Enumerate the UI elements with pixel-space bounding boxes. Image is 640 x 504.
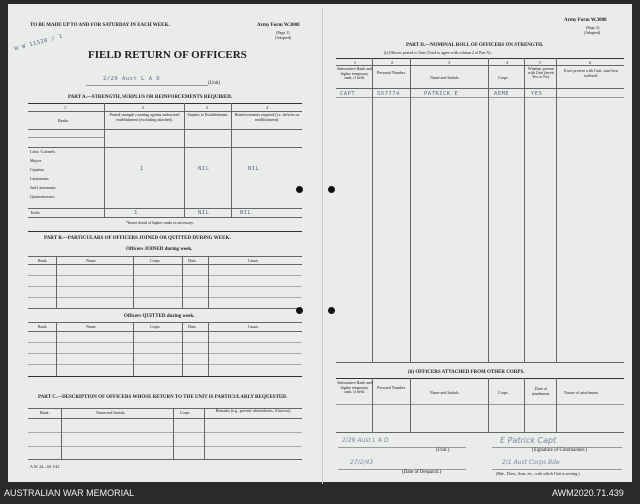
captains-surplus: NIL (198, 166, 210, 172)
formation-label: (Bde., Divn., Area, etc., with which Unit is serving.) (496, 471, 580, 476)
punch-hole (296, 307, 303, 314)
despatch-date-label: (Date of Despatch.) (402, 470, 442, 475)
punch-hole (328, 307, 335, 314)
captains-posted: 1 (140, 166, 144, 172)
rank-row: Lieutenants (30, 176, 49, 181)
margin-note: W W 11520 / 1 (14, 33, 64, 53)
officer-corps: AEME (494, 91, 510, 97)
footer-bar (0, 484, 640, 504)
header-surplus: Surplus to Establishment. (187, 112, 229, 117)
unit-value: 2/29 Aust L A D (103, 76, 161, 82)
footer-accession: AWM2020.71.439 (552, 488, 624, 498)
part-b-title: PART B.—PARTICULARS OF OFFICERS JOINED OR QUITTED DURING WEEK. (44, 236, 231, 241)
form-number: Army Form W.3008 (257, 23, 300, 28)
signature-unit-label: (Unit.) (436, 448, 450, 453)
header-posted: Posted strength counting against authorized establishment (excluding attached). (109, 112, 180, 122)
header-name: Name and Initials. (430, 75, 460, 80)
unit-label: (Unit) (208, 81, 221, 86)
attached-title: (ii) OFFICERS ATTACHED FROM OTHER CORPS. (408, 370, 525, 375)
form-sheet (8, 4, 632, 482)
header-personal-number: Personal Number. (377, 70, 406, 75)
totals-posted: 1 (134, 210, 138, 216)
page-number-2: (Page 2) (586, 25, 600, 30)
totals-reinforcements: NIL (240, 210, 252, 216)
officer-number: SX7774 (377, 91, 400, 97)
rank-row: Lieut.-Colonels (30, 149, 55, 154)
header-present: Whether present with Unit (insert Yes or No). (527, 66, 555, 79)
part-d-subtitle: (i) Officers posted to Unit (Total to agree with column 2 of Part A). (384, 50, 492, 55)
form-number-2: Army Form W.3008 (564, 18, 607, 23)
header-corps: Corps. (498, 75, 509, 80)
quitted-title: Officers QUITTED during week. (124, 314, 195, 319)
part-a-note: *Insert detail of higher ranks as necessary. (126, 220, 194, 225)
rank-row: Majors (30, 158, 42, 163)
totals-surplus: NIL (198, 210, 210, 216)
page-2: Army Form W.3008 (Page 2) (Adapted) PART D.—NOMINAL ROLL OF OFFICERS ON STRENGTH. (i) Officers posted to Unit (Total to agree with column 2 of Part A). 1 2 3 4 5 6 Substantive Rank and higher temporary rank, if held. Personal Number. Name and Initials. Corps. Whether present with Unit (insert Yes or No). If not present with Unit, state how suffered. CAPT SX7774 PATRICK E AEME YES (ii) OFFICERS ATTACHED FROM OTHER CORPS. Substantive Rank and higher temporary rank, if held. Personal Number. Name and Initials. Corps. Date of attachment. Nature of attachment. 2/29 Aust L A D (Unit.) E Patrick Capt (Signature of Commander.) 27/2/43 (Date of Despatch.) 2/1 Aust Corps Bde (Bde., Divn., Area, etc., with which Unit is serving.) (324, 4, 632, 482)
form-title: FIELD RETURN OF OFFICERS (88, 49, 247, 61)
rank-row: 2nd Lieutenants (30, 185, 56, 190)
punch-hole (328, 186, 335, 193)
header-rank: Substantive Rank and higher temporary rank, if held. (337, 66, 372, 80)
commander-signature: E Patrick Capt (500, 436, 557, 445)
header-ranks: Ranks. (58, 118, 69, 123)
top-note: TO BE MADE UP TO AND FOR SATURDAY IN EACH WEEK. (30, 23, 170, 28)
printer-note: A.W. 24—60 1/42 (30, 464, 60, 469)
page-number: (Page 1) (276, 30, 290, 35)
officer-present: YES (531, 91, 543, 97)
totals-label: Totals (30, 210, 40, 215)
punch-hole (296, 186, 303, 193)
part-c-title: PART C.—DESCRIPTION OF OFFICERS WHOSE RETURN TO THE UNIT IS PARTICULARLY REQUESTED. (38, 395, 288, 400)
part-a-title: PART A.—STRENGTH, SURPLUS OR REINFORCEMENTS REQUIRED. (68, 95, 233, 100)
page-1: TO BE MADE UP TO AND FOR SATURDAY IN EACH WEEK. Army Form W.3008 (Page 1) (Adapted) W W 11520 / 1 FIELD RETURN OF OFFICERS 2/29 Aust L A D (Unit) PART A.—STRENGTH, SURPLUS OR REINFORCEMENTS REQUIRED. 1 2 3 4 Ranks. Posted strength counting against authorized establishment (excluding attached). Surplus to Establishment. Reinforcements required (i.e. deficits on establishment). Lieut.-Colonels Majors Captains Lieutenants 2nd Lieutenants Quartermasters 1 NIL NIL Totals 1 NIL NIL *Insert detail of higher ranks as necessary. PART B.—PARTICULARS OF OFFICERS JOINED OR QUITTED DURING WEEK. Officers JOINED during week. Rank. Name. Corps. Date. Cause. Officers QUITTED during week. Rank. Name. Corps. Date. Cause. PART C.—DESCRIPTION OF OFFICERS WHOSE RETURN TO THE UNIT IS PARTICULARLY REQUESTED. Rank. Name and Initials. Corps. Remarks (e.g., present whereabouts, if known). A.W. 24—60 1/42 (8, 4, 320, 482)
officer-rank: CAPT (340, 91, 356, 97)
captains-reinforcements: NIL (248, 166, 260, 172)
commander-signature-label: (Signature of Commander.) (532, 448, 587, 453)
part-d-title: PART D.—NOMINAL ROLL OF OFFICERS ON STRENGTH. (406, 43, 544, 48)
header-reinforcements: Reinforcements required (i.e. deficits on establishment). (234, 112, 300, 122)
adapted-label: (Adapted) (275, 35, 292, 40)
footer-institution: AUSTRALIAN WAR MEMORIAL (4, 488, 135, 498)
rank-row: Quartermasters (30, 194, 55, 199)
despatch-date: 27/2/43 (350, 459, 374, 466)
joined-title: Officers JOINED during week. (126, 247, 193, 252)
rank-row: Captains (30, 167, 44, 172)
header-not-present: If not present with Unit, state how suffered. (563, 68, 619, 78)
officer-name: PATRICK E (424, 91, 459, 97)
fold-line (322, 8, 323, 486)
formation: 2/1 Aust Corps Bde (502, 459, 560, 466)
adapted-label-2: (Adapted) (584, 30, 601, 35)
signature-unit: 2/29 Aust L A D (342, 437, 389, 444)
